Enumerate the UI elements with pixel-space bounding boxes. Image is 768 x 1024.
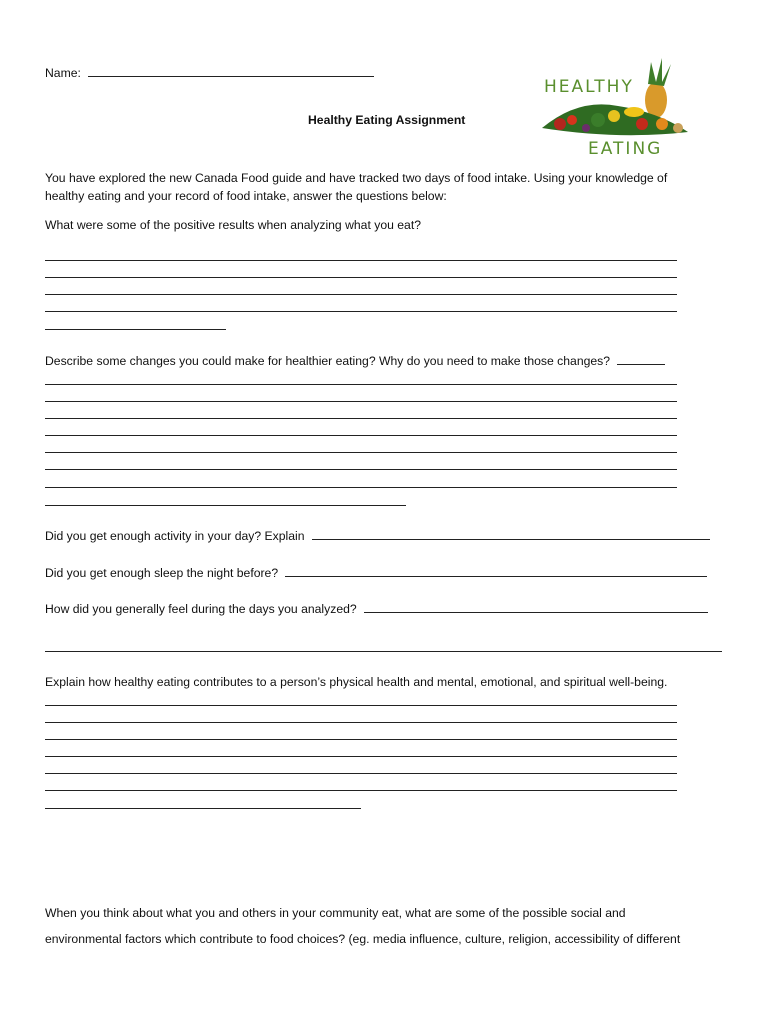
question-feelings: How did you generally feel during the days you analyzed? [45,602,357,616]
answer-line[interactable] [364,601,708,613]
vegetables-fruit-icon [542,104,688,135]
question-social-factors-line-1: When you think about what you and others in your community eat, what are some of the possible social and [45,906,626,920]
logo-word-healthy: HEALTHY [544,77,634,97]
answer-line[interactable] [45,311,677,312]
pineapple-icon [645,58,671,118]
question-sleep-row [45,565,707,581]
name-field-row [45,65,374,81]
answer-line[interactable] [45,469,677,470]
assignment-title: Healthy Eating Assignment [308,113,466,127]
name-label: Name: [45,66,81,80]
answer-line[interactable] [45,384,677,385]
logo-word-eating: EATING [588,139,663,158]
answer-line[interactable] [45,739,677,740]
answer-line[interactable] [45,418,677,419]
question-feelings-row [45,601,708,617]
answer-line[interactable] [45,651,722,652]
intro-line-2: healthy eating and your record of food intake, answer the questions below: [45,189,447,203]
answer-line[interactable] [45,808,361,809]
answer-line[interactable] [45,705,677,706]
answer-line[interactable] [45,260,677,261]
question-sleep: Did you get enough sleep the night before? [45,566,279,580]
answer-line[interactable] [285,565,707,577]
answer-line[interactable] [45,756,677,757]
question-social-factors-line-2: environmental factors which contribute to food choices? (eg. media influence, culture, religion, accessibility of different [45,932,681,946]
intro-line-1: You have explored the new Canada Food guide and have tracked two days of food intake. Using your knowledge of [45,171,668,185]
answer-line[interactable] [45,277,677,278]
healthy-eating-logo [538,54,696,158]
answer-line[interactable] [45,452,677,453]
answer-line[interactable] [45,329,226,330]
answer-line[interactable] [45,505,406,506]
answer-line[interactable] [45,790,677,791]
question-activity-row [45,528,710,544]
name-answer-line[interactable] [88,65,374,77]
question-wellbeing: Explain how healthy eating contributes to a person’s physical health and mental, emotional, and spiritual well-being. [45,675,668,689]
question-activity: Did you get enough activity in your day? Explain [45,529,305,543]
answer-line[interactable] [45,722,677,723]
answer-line[interactable] [45,487,677,488]
question-positive-results: What were some of the positive results when analyzing what you eat? [45,218,421,232]
answer-line[interactable] [45,294,677,295]
question-healthier-changes: Describe some changes you could make for healthier eating? Why do you need to make those changes? [45,354,611,368]
answer-line[interactable] [312,528,710,540]
answer-line[interactable] [45,773,677,774]
question-healthier-changes-row [45,353,665,369]
answer-line[interactable] [45,435,677,436]
answer-line[interactable] [617,353,665,365]
answer-line[interactable] [45,401,677,402]
